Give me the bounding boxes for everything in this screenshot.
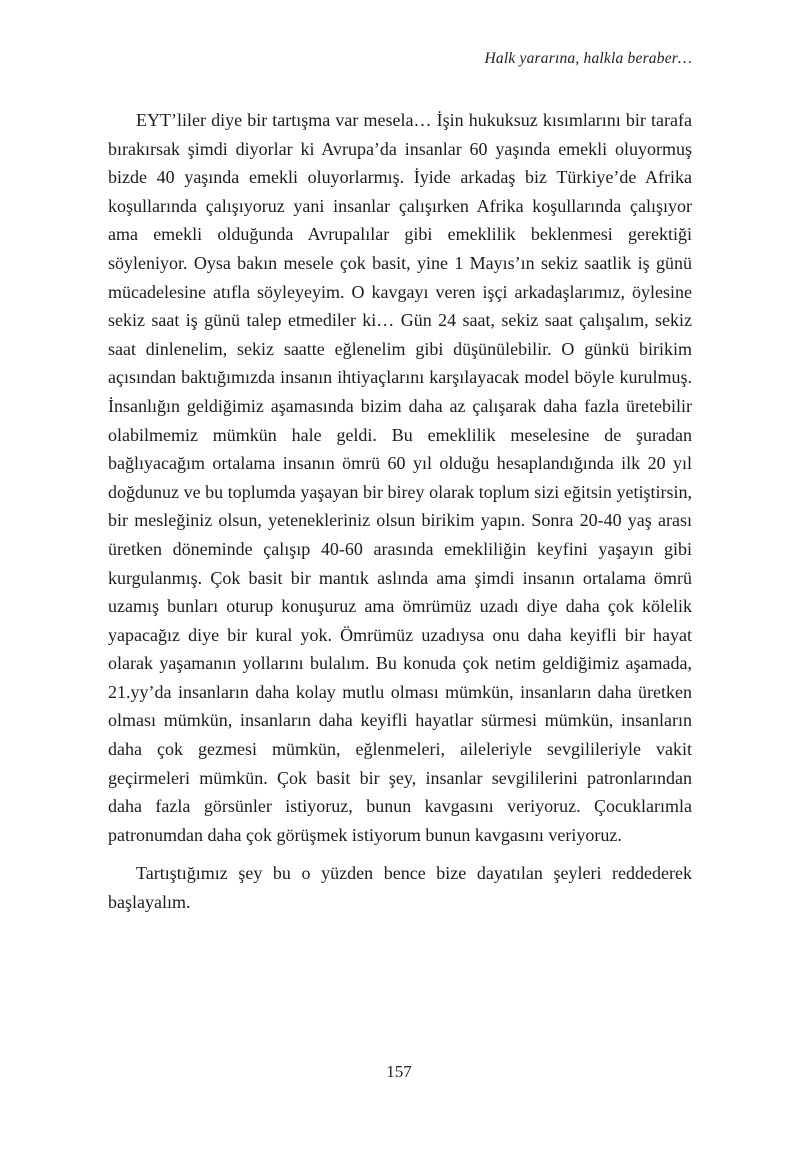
body-text: [108, 106, 692, 917]
running-header: Halk yararına, halkla beraber…: [484, 50, 692, 67]
body-paragraph: EYT’liler diye bir tartışma var mesela… İşin hukuksuz kısımlarını bir tarafa bırakırsak şimdi diyorlar ki Avrupa’da insanlar 60 yaşında emekli oluyormuş bizde 40 yaşında emekli oluyorlarmış. İyide arkadaş biz Türkiye’de Afrika koşullarında çalışıyoruz yani insanlar çalışırken Afrika koşullarında çalışıyor ama emekli olduğunda Avrupalılar gibi emeklilik beklenmesi gerektiği söyleniyor. Oysa bakın mesele çok basit, yine 1 Mayıs’ın sekiz saatlik iş günü mücadelesine atıfla söyleyeyim. O kavgayı veren işçi arkadaşlarımız, öylesine sekiz saat iş günü talep etmediler ki… Gün 24 saat, sekiz saat çalışalım, sekiz saat dinlenelim, sekiz saatte eğlenelim gibi düşünülebilir. O günkü birikim açısından baktığımızda insanın ihtiyaçlarını karşılayacak model böyle kurulmuş. İnsanlığın geldiğimiz aşamasında bizim daha az çalışarak daha fazla üretebilir olabilmemiz mümkün hale geldi. Bu emeklilik meselesine de şuradan bağlıyacağım ortalama insanın ömrü 60 yıl olduğu hesaplandığında ilk 20 yıl doğdunuz ve bu toplumda yaşayan bir birey olarak toplum sizi eğitsin yetiştirsin, bir mesleğiniz olsun, yetenekleriniz olsun birikim yapın. Sonra 20-40 yaş arası üretken döneminde çalışıp 40-60 arasında emekliliğin keyfini yaşayın gibi kurgulanmış. Çok basit bir mantık aslında ama şimdi insanın ortalama ömrü uzamış bunları oturup konuşuruz ama ömrümüz uzadı diye daha çok kölelik yapacağız diye bir kural yok. Ömrümüz uzadıysa onu daha keyifli bir hayat olarak yaşamanın yollarını bulalım. Bu konuda çok netim geldiğimiz aşamada, 21.yy’da insanların daha kolay mutlu olması mümkün, insanların daha üretken olması mümkün, insanların daha keyifli hayatlar sürmesi mümkün, insanların daha çok gezmesi mümkün, eğlenmeleri, aileleriyle sevgilileriyle vakit geçirmeleri mümkün. Çok basit bir şey, insanlar sevgililerini patronlarından daha fazla görsünler istiyoruz, bunun kavgasını veriyoruz. Çocuklarımla patronumdan daha çok görüşmek istiyorum bunun kavgasını veriyoruz.: [108, 110, 692, 845]
body-paragraph: Tartıştığımız şey bu o yüzden bence bize dayatılan şeyleri reddederek başlayalım.: [108, 863, 692, 913]
page-number: 157: [386, 1062, 412, 1081]
